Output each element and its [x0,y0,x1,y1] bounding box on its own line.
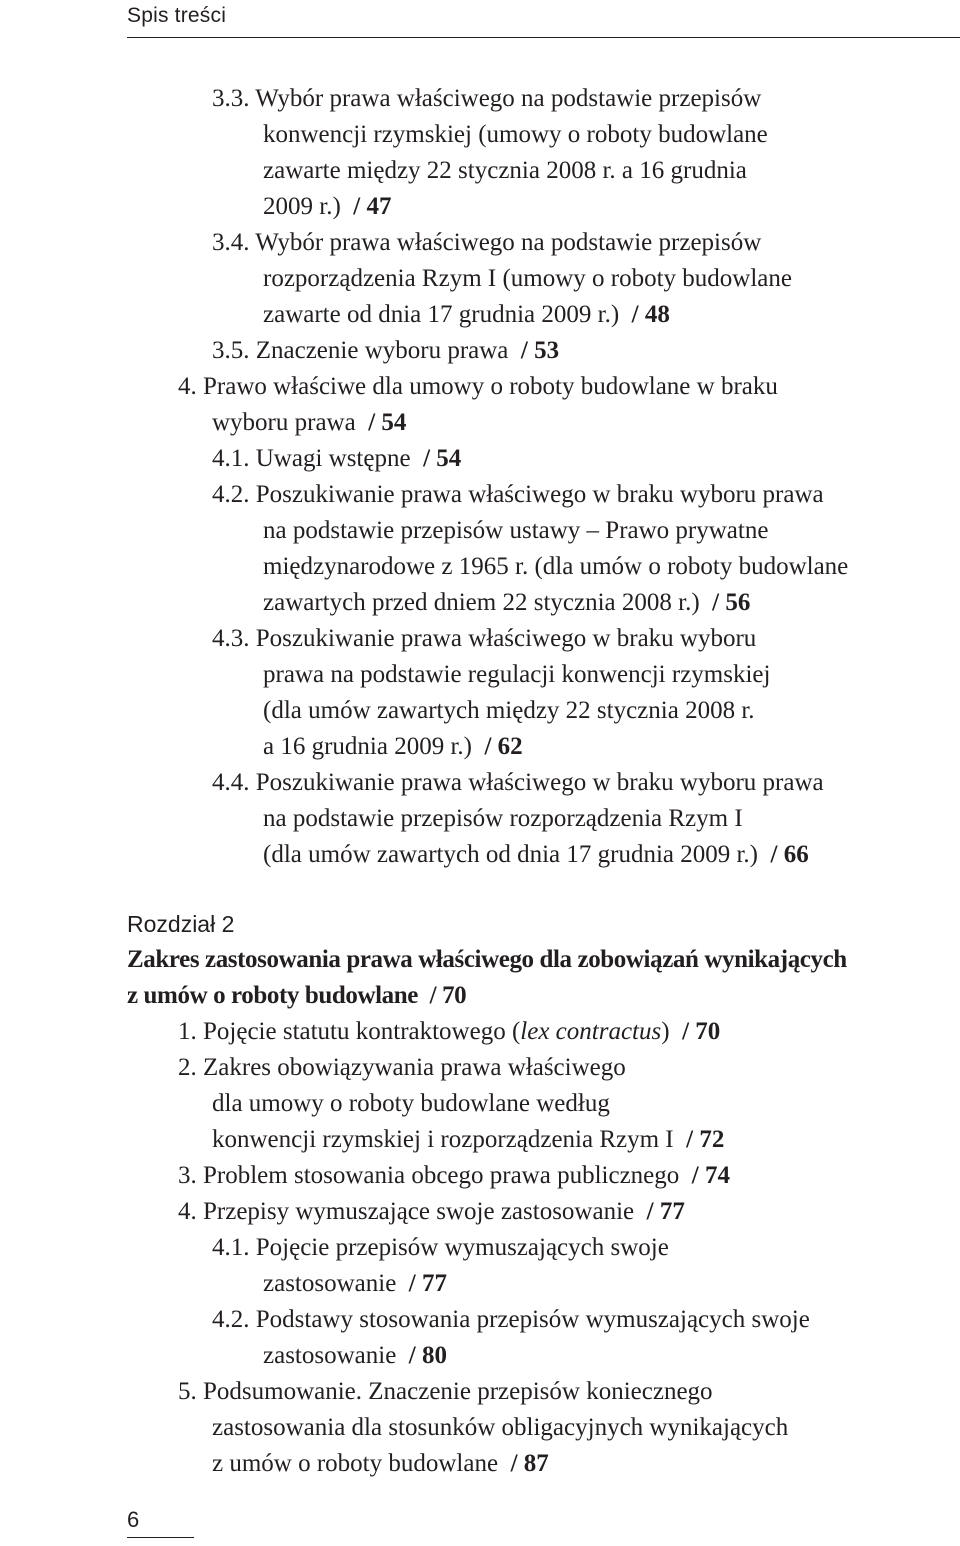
toc-line-last: wyboru prawa / 54 [212,409,407,436]
toc-line: 2. Zakres obowiązywania prawa właściwego [178,1054,626,1081]
toc-line-last: konwencji rzymskiej i rozporządzenia Rzym I / 72 [212,1126,725,1153]
toc-line: 4. Prawo właściwe dla umowy o roboty budowlane w braku [178,373,778,400]
header-rule [127,37,960,38]
toc-line: 4.2. Poszukiwanie prawa właściwego w braku wyboru prawa [212,481,824,508]
toc-line: dla umowy o roboty budowlane według [212,1090,610,1117]
toc-line-last: z umów o roboty budowlane / 87 [212,1450,549,1477]
page-number: / 70 [682,1018,721,1045]
running-head: Spis treści [127,4,227,27]
page-number: / 56 [712,589,751,616]
page-number: / 62 [484,733,523,760]
toc-line-last: zastosowanie / 77 [263,1270,447,1297]
toc-line-last: zawarte od dnia 17 grudnia 2009 r.) / 48 [263,301,670,328]
toc-line: rozporządzenia Rzym I (umowy o roboty budowlane [263,265,793,292]
toc-line: na podstawie przepisów rozporządzenia Rzym I [263,805,743,832]
page-number: / 77 [408,1270,447,1297]
chapter-title-line-last: z umów o roboty budowlane / 70 [127,982,467,1009]
toc-line: zastosowania dla stosunków obligacyjnych wynikających [212,1414,789,1441]
page-number: / 87 [510,1450,549,1477]
toc-line-last: 1. Pojęcie statutu kontraktowego (lex contractus) / 70 [178,1018,721,1045]
toc-line-last: a 16 grudnia 2009 r.) / 62 [263,733,523,760]
toc-line: 3.3. Wybór prawa właściwego na podstawie przepisów [212,85,762,112]
page-number: / 77 [646,1198,685,1225]
toc-line: 4.2. Podstawy stosowania przepisów wymuszających swoje [212,1306,810,1333]
page-number: / 70 [429,982,467,1009]
toc-line: 4.3. Poszukiwanie prawa właściwego w braku wyboru [212,625,757,652]
toc-line-last: 4.1. Uwagi wstępne / 54 [212,445,462,472]
page-number: / 74 [691,1162,730,1189]
chapter-title-line: Zakres zastosowania prawa właściwego dla zobowiązań wynikających [127,946,847,973]
toc-line-last: 2009 r.) / 47 [263,193,392,220]
page-number: / 47 [353,193,392,220]
page-number: / 54 [423,445,462,472]
toc-line: 4.1. Pojęcie przepisów wymuszających swoje [212,1234,669,1261]
toc-line-last: zastosowanie / 80 [263,1342,447,1369]
toc-line: prawa na podstawie regulacji konwencji rzymskiej [263,661,771,688]
toc-line: zawarte między 22 stycznia 2008 r. a 16 grudnia [263,157,747,184]
toc-line-last: zawartych przed dniem 22 stycznia 2008 r.) / 56 [263,589,751,616]
chapter-label: Rozdział 2 [127,911,235,937]
toc-line-last: (dla umów zawartych od dnia 17 grudnia 2009 r.) / 66 [263,841,809,868]
toc-line: 4.4. Poszukiwanie prawa właściwego w braku wyboru prawa [212,769,824,796]
page-folio: 6 [127,1507,140,1532]
toc-line: na podstawie przepisów ustawy – Prawo prywatne [263,517,769,544]
toc-line-last: 3.5. Znaczenie wyboru prawa / 53 [212,337,560,364]
page-number: / 66 [770,841,809,868]
page-number: / 53 [520,337,560,364]
toc-line: międzynarodowe z 1965 r. (dla umów o roboty budowlane [263,553,849,580]
toc-line: 3.4. Wybór prawa właściwego na podstawie przepisów [212,229,762,256]
toc-line-last: 4. Przepisy wymuszające swoje zastosowanie / 77 [178,1198,685,1225]
page-number: / 54 [368,409,407,436]
toc-line: 5. Podsumowanie. Znaczenie przepisów koniecznego [178,1378,713,1405]
page-number: / 72 [686,1126,725,1153]
toc-line: konwencji rzymskiej (umowy o roboty budowlane [263,121,768,148]
toc-line: (dla umów zawartych między 22 stycznia 2008 r. [263,697,755,724]
page-number: / 48 [631,301,670,328]
page-number: / 80 [408,1342,447,1369]
toc-line-last: 3. Problem stosowania obcego prawa publicznego / 74 [178,1162,730,1189]
folio-rule [127,1537,194,1538]
